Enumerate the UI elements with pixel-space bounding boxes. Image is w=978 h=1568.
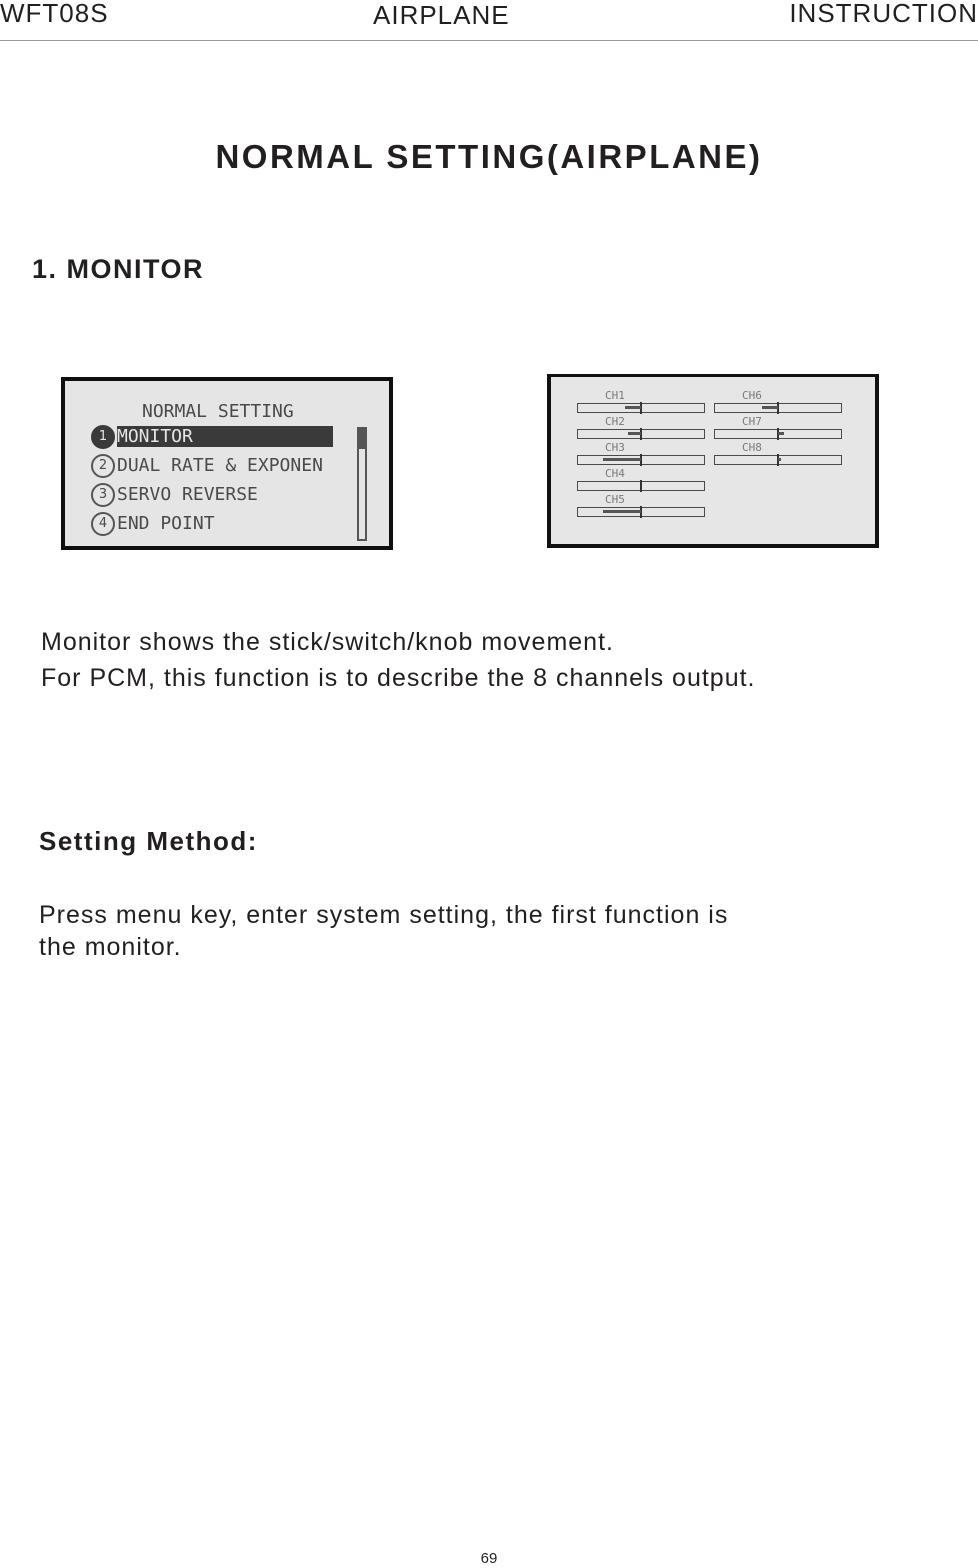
description-line-1: Monitor shows the stick/switch/knob movement. xyxy=(41,628,614,656)
menu-item-dual-rate xyxy=(91,454,355,480)
item-number: 1 xyxy=(91,425,115,449)
item-number: 4 xyxy=(91,512,115,536)
item-number: 3 xyxy=(91,483,115,507)
setting-method-heading: Setting Method: xyxy=(39,826,258,856)
channel-value-fill xyxy=(603,510,641,513)
channel-monitor-screen xyxy=(551,377,875,544)
menu-item-servo-reverse xyxy=(91,483,355,509)
menu-item-label: END POINT xyxy=(117,513,215,534)
channel-value-fill xyxy=(778,432,784,435)
channel-label: CH4 xyxy=(605,467,625,480)
header-doc-type: INSTRUCTION xyxy=(789,0,978,28)
menu-screen-image xyxy=(61,377,393,550)
menu-item-monitor xyxy=(91,425,355,451)
menu-item-label: SERVO REVERSE xyxy=(117,484,258,505)
description-line-2: For PCM, this function is to describe the 8 channels output. xyxy=(41,664,756,692)
channel-label: CH8 xyxy=(742,441,762,454)
menu-item-label: MONITOR xyxy=(117,426,333,447)
channel-value-fill xyxy=(625,406,641,409)
channel-label: CH1 xyxy=(605,389,625,402)
channel-label: CH6 xyxy=(742,389,762,402)
setting-method-line-1: Press menu key, enter system setting, the first function is xyxy=(39,901,729,929)
header-category: AIRPLANE xyxy=(373,0,510,30)
channel-monitor-image xyxy=(547,374,879,548)
page-number: 69 xyxy=(480,1550,498,1567)
menu-scrollbar-thumb xyxy=(359,429,365,449)
item-number: 2 xyxy=(91,454,115,478)
menu-item-end-point xyxy=(91,512,355,538)
channel-label: CH2 xyxy=(605,415,625,428)
setting-method-line-2: the monitor. xyxy=(39,933,182,961)
header-rule xyxy=(0,40,978,41)
channel-value-fill xyxy=(628,432,641,435)
channel-value-fill xyxy=(778,458,781,461)
channel-label: CH7 xyxy=(742,415,762,428)
channel-center-tick xyxy=(640,480,642,492)
menu-screen-title: NORMAL SETTING xyxy=(142,401,294,422)
page-title: NORMAL SETTING(AIRPLANE) xyxy=(215,138,763,175)
section-heading: 1. MONITOR xyxy=(32,254,205,284)
channel-value-fill xyxy=(603,458,641,461)
channel-value-fill xyxy=(762,406,778,409)
header-model: WFT08S xyxy=(0,0,109,28)
channel-label: CH5 xyxy=(605,493,625,506)
menu-item-label: DUAL RATE & EXPONEN xyxy=(117,455,323,476)
channel-label: CH3 xyxy=(605,441,625,454)
